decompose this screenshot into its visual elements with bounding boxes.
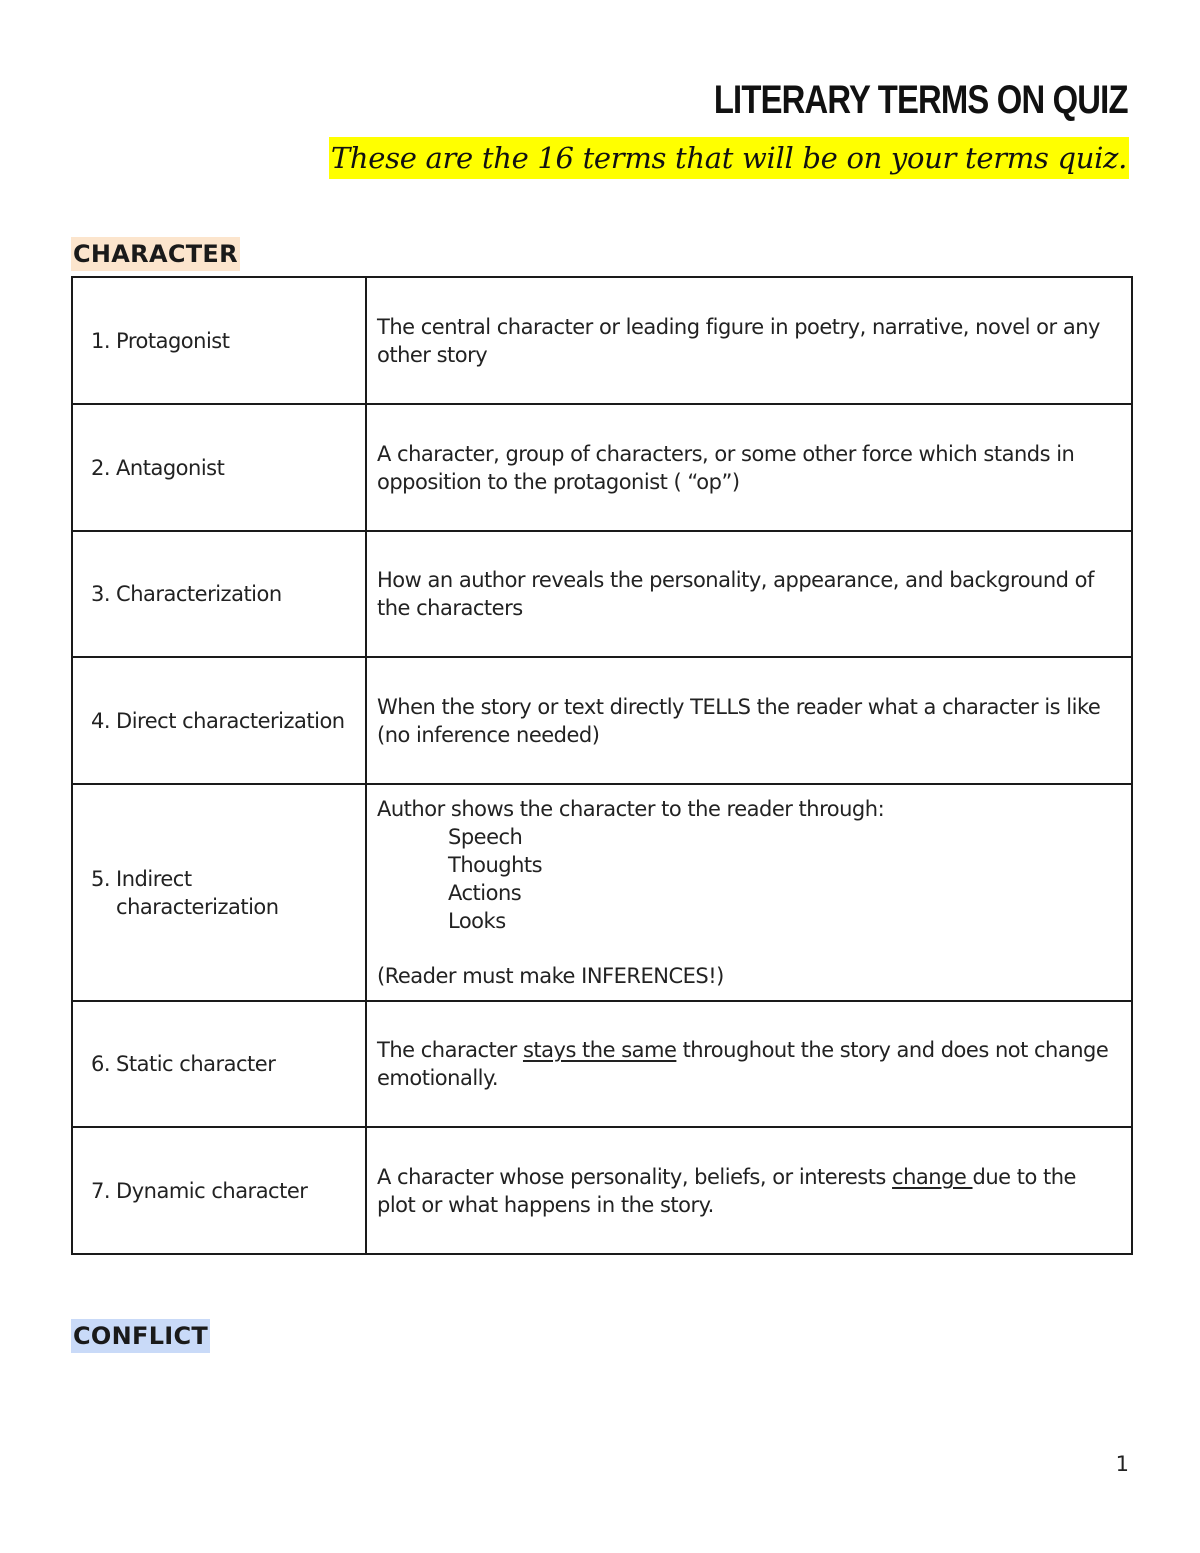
term-number: 5.	[91, 866, 111, 891]
term-cell	[72, 404, 366, 531]
term-number: 7.	[91, 1178, 111, 1203]
section-heading-conflict: CONFLICT	[71, 1319, 210, 1353]
term-number: 1.	[91, 328, 111, 353]
table-row	[72, 1001, 1132, 1127]
term-name: Antagonist	[116, 455, 225, 480]
term-number: 2.	[91, 455, 111, 480]
definition-text: How an author reveals the personality, appearance, and background of the characters	[377, 568, 1094, 620]
definition-list-item: Actions	[448, 881, 522, 905]
table-row	[72, 404, 1132, 531]
page-title: LITERARY TERMS ON QUIZ	[714, 78, 1128, 122]
term-number: 4.	[91, 708, 111, 733]
definition-underlined: stays the same	[522, 1038, 677, 1062]
page-number: 1	[1115, 1452, 1129, 1476]
definition-text: A character, group of characters, or some other force which stands in opposition to the protagonist ( “op”)	[377, 441, 1075, 494]
definition-text-end: due to the plot or what happens in the story.	[377, 1164, 1076, 1217]
term-cell	[72, 784, 366, 1001]
spacer	[377, 935, 1119, 962]
definition-intro: Author shows the character to the reader through:	[377, 797, 885, 821]
term-name: Direct characterization	[116, 708, 345, 733]
definition-text: When the story or text directly TELLS the reader what a character is like (no inference needed)	[377, 694, 1101, 747]
term-name: Dynamic character	[116, 1178, 308, 1203]
term-name: Characterization	[116, 582, 282, 606]
term-name: Static character	[116, 1052, 276, 1076]
table-row	[72, 784, 1132, 1001]
definition-cell	[366, 784, 1132, 1001]
term-cell	[72, 277, 366, 404]
table-row	[72, 531, 1132, 657]
definition-text-end: throughout the story and does not change emotionally.	[377, 1038, 1109, 1090]
term-cell	[72, 531, 366, 657]
definition-note: (Reader must make INFERENCES!)	[377, 964, 724, 988]
definition-underlined: change	[892, 1164, 973, 1189]
definition-text-start: The character	[377, 1038, 523, 1062]
definition-list-item: Looks	[448, 909, 506, 933]
term-name: Indirect characterization	[116, 866, 279, 919]
term-cell	[72, 1127, 366, 1254]
subtitle-container	[329, 137, 1129, 179]
section-heading-character: CHARACTER	[71, 237, 240, 271]
definition-list-item: Thoughts	[448, 853, 543, 877]
term-number: 6.	[91, 1052, 111, 1076]
table-row	[72, 1127, 1132, 1254]
term-name: Protagonist	[116, 328, 230, 353]
definition-cell	[366, 531, 1132, 657]
term-cell	[72, 1001, 366, 1127]
table-row	[72, 657, 1132, 784]
definition-text-start: A character whose personality, beliefs, or interests	[377, 1164, 893, 1189]
definition-cell	[366, 277, 1132, 404]
subtitle-highlighted: These are the 16 terms that will be on your terms quiz.	[329, 137, 1129, 179]
table-row	[72, 277, 1132, 404]
definition-cell	[366, 1127, 1132, 1254]
definition-cell	[366, 657, 1132, 784]
terms-table	[71, 276, 1133, 1255]
definition-list-item: Speech	[448, 825, 523, 849]
term-number: 3.	[91, 582, 111, 606]
definition-cell	[366, 404, 1132, 531]
definition-text: The central character or leading figure in poetry, narrative, novel or any other story	[377, 314, 1100, 367]
definition-cell	[366, 1001, 1132, 1127]
term-cell	[72, 657, 366, 784]
